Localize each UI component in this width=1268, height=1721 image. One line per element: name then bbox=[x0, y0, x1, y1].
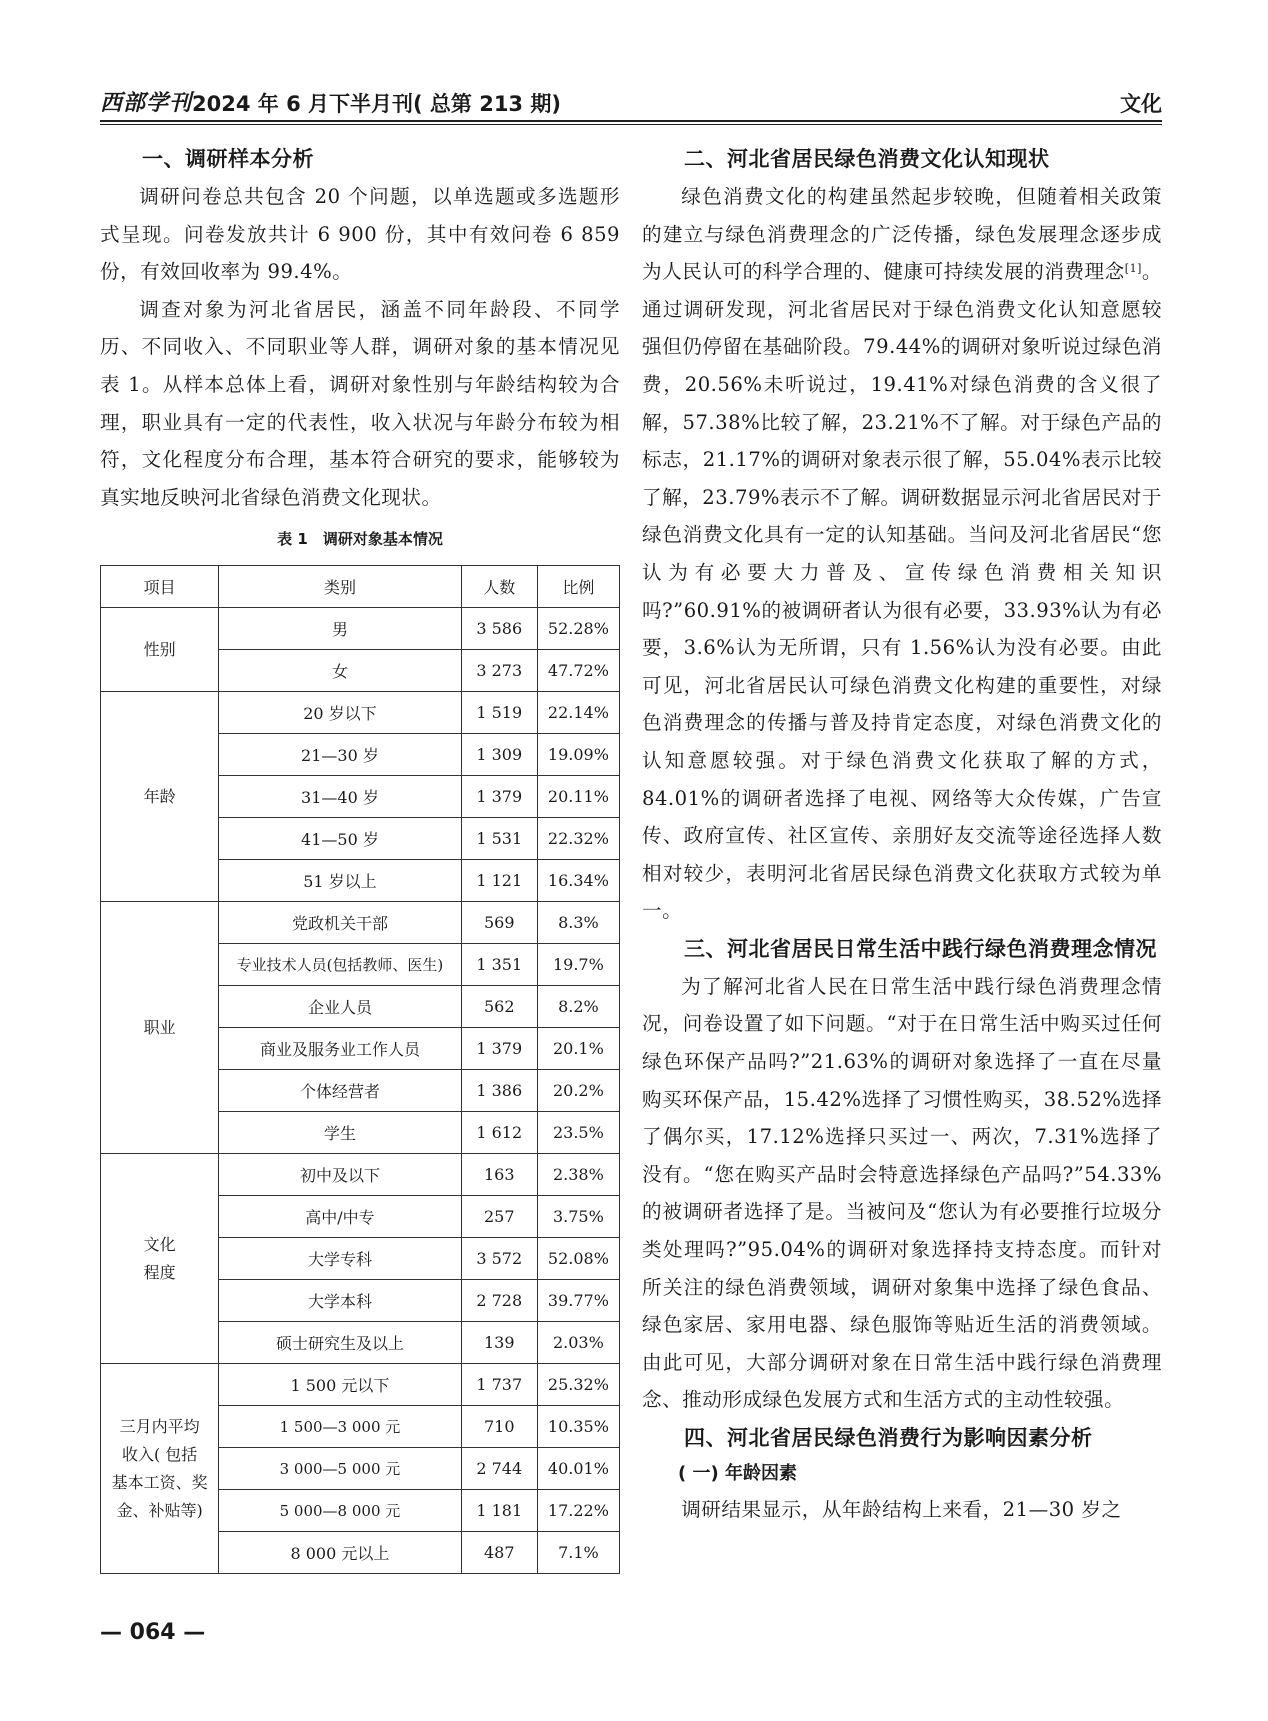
respondent-table bbox=[100, 565, 620, 1574]
table-count-cell: 163 bbox=[461, 1154, 537, 1196]
paragraph-3-text-a: 绿色消费文化的构建虽然起步较晚，但随着相关政策的建立与绿色消费理念的广泛传播，绿色发展理念逐步成为人民认可的科学合理的、健康可持续发展的消费理念 bbox=[642, 185, 1162, 284]
table-count-cell: 1 379 bbox=[461, 776, 537, 818]
table-count-cell: 1 612 bbox=[461, 1112, 537, 1154]
table-category-cell: 1 500 元以下 bbox=[219, 1364, 461, 1406]
table-percent-cell: 25.32% bbox=[537, 1364, 619, 1406]
table-category-cell: 21—30 岁 bbox=[219, 734, 461, 776]
table-group-label: 年龄 bbox=[101, 692, 219, 902]
table-category-cell: 1 500—3 000 元 bbox=[219, 1406, 461, 1448]
issue-info: 2024 年 6 月下半月刊( 总第 213 期) bbox=[192, 92, 561, 116]
table-header-row bbox=[101, 566, 620, 608]
section-heading-4: 四、河北省居民绿色消费行为影响因素分析 bbox=[684, 1426, 1093, 1450]
table-count-cell: 1 309 bbox=[461, 734, 537, 776]
table-header-cell: 类别 bbox=[219, 566, 461, 608]
table-percent-cell: 47.72% bbox=[537, 650, 619, 692]
table-percent-cell: 10.35% bbox=[537, 1406, 619, 1448]
table-header-cell: 项目 bbox=[101, 566, 219, 608]
table-percent-cell: 2.03% bbox=[537, 1322, 619, 1364]
table-count-cell: 1 386 bbox=[461, 1070, 537, 1112]
page-number: — 064 — bbox=[100, 1620, 206, 1645]
table-count-cell: 2 744 bbox=[461, 1448, 537, 1490]
table-percent-cell: 2.38% bbox=[537, 1154, 619, 1196]
table-header-cell: 人数 bbox=[461, 566, 537, 608]
table-percent-cell: 17.22% bbox=[537, 1490, 619, 1532]
table-count-cell: 2 728 bbox=[461, 1280, 537, 1322]
table-category-cell: 8 000 元以上 bbox=[219, 1532, 461, 1574]
table-count-cell: 3 586 bbox=[461, 608, 537, 650]
table-category-cell: 41—50 岁 bbox=[219, 818, 461, 860]
citation-ref: [1] bbox=[1124, 262, 1142, 276]
table-count-cell: 1 181 bbox=[461, 1490, 537, 1532]
table-percent-cell: 39.77% bbox=[537, 1280, 619, 1322]
table-count-cell: 257 bbox=[461, 1196, 537, 1238]
table-count-cell: 139 bbox=[461, 1322, 537, 1364]
table-category-cell: 学生 bbox=[219, 1112, 461, 1154]
table-category-cell: 专业技术人员(包括教师、医生) bbox=[219, 944, 461, 986]
table-percent-cell: 19.09% bbox=[537, 734, 619, 776]
table-category-cell: 大学专科 bbox=[219, 1238, 461, 1280]
table-percent-cell: 52.28% bbox=[537, 608, 619, 650]
table-percent-cell: 20.1% bbox=[537, 1028, 619, 1070]
table-group-label: 文化 程度 bbox=[101, 1154, 219, 1364]
left-column bbox=[100, 140, 620, 1574]
table-row bbox=[101, 692, 620, 734]
table-group-label: 职业 bbox=[101, 902, 219, 1154]
table-row bbox=[101, 1154, 620, 1196]
table-percent-cell: 19.7% bbox=[537, 944, 619, 986]
table-category-cell: 31—40 岁 bbox=[219, 776, 461, 818]
paragraph-3-text-b: 。通过调研发现，河北省居民对于绿色消费文化认知意愿较强但仍停留在基础阶段。79.44%的调研对象听说过绿色消费，20.56%未听说过，19.41%对绿色消费的含义很了解，57.38%比较了解，23.21%不了解。对于绿色产品的标志，21.17%的调研对象表示很了解，55.04%表示比较了解，23.79%表示不了解。调研数据显示河北省居民对于绿色消费文化具有一定的认知基础。当问及河北省居民“您认为有必要大力普及、宣传绿色消费相关知识吗?”60.91%的被调研者认为很有必要，33.93%认为有必要，3.6%认为无所谓，只有 1.56%认为没有必要。由此可见，河北省居民认可绿色消费文化构建的重要性，对绿色消费理念的传播与普及持肯定态度，对绿色消费文化的认知意愿较强。对于绿色消费文化获取了解的方式，84.01%的调研者选择了电视、网络等大众传媒，广告宣传、政府宣传、社区宣传、亲朋好友交流等途径选择人数相对较少，表明河北省居民绿色消费文化获取方式较为单一。 bbox=[642, 260, 1163, 923]
table-row bbox=[101, 608, 620, 650]
table-percent-cell: 7.1% bbox=[537, 1532, 619, 1574]
table-percent-cell: 8.3% bbox=[537, 902, 619, 944]
header-rule bbox=[100, 120, 1162, 122]
table-category-cell: 20 岁以下 bbox=[219, 692, 461, 734]
table-count-cell: 3 273 bbox=[461, 650, 537, 692]
section-heading-1: 一、调研样本分析 bbox=[142, 147, 314, 171]
table-category-cell: 5 000—8 000 元 bbox=[219, 1490, 461, 1532]
table-count-cell: 1 531 bbox=[461, 818, 537, 860]
table-category-cell: 女 bbox=[219, 650, 461, 692]
journal-logo: 西部学刊 bbox=[100, 90, 193, 116]
table-count-cell: 1 379 bbox=[461, 1028, 537, 1070]
table-category-cell: 硕士研究生及以上 bbox=[219, 1322, 461, 1364]
table-percent-cell: 22.14% bbox=[537, 692, 619, 734]
table-count-cell: 562 bbox=[461, 986, 537, 1028]
table-percent-cell: 52.08% bbox=[537, 1238, 619, 1280]
table-percent-cell: 40.01% bbox=[537, 1448, 619, 1490]
table-group-label: 三月内平均 收入( 包括 基本工资、奖 金、补贴等) bbox=[101, 1364, 219, 1574]
table-group-label: 性别 bbox=[101, 608, 219, 692]
table-count-cell: 3 572 bbox=[461, 1238, 537, 1280]
table-count-cell: 1 121 bbox=[461, 860, 537, 902]
table-percent-cell: 8.2% bbox=[537, 986, 619, 1028]
table-count-cell: 487 bbox=[461, 1532, 537, 1574]
table-category-cell: 高中/中专 bbox=[219, 1196, 461, 1238]
table-category-cell: 男 bbox=[219, 608, 461, 650]
table-category-cell: 个体经营者 bbox=[219, 1070, 461, 1112]
table-category-cell: 大学本科 bbox=[219, 1280, 461, 1322]
section-heading-3: 三、河北省居民日常生活中践行绿色消费理念情况 bbox=[684, 936, 1157, 961]
subsection-heading: ( 一) 年龄因素 bbox=[678, 1463, 797, 1484]
table-percent-cell: 20.2% bbox=[537, 1070, 619, 1112]
table-percent-cell: 20.11% bbox=[537, 776, 619, 818]
table-count-cell: 710 bbox=[461, 1406, 537, 1448]
paragraph-1: 调研问卷总共包含 20 个问题，以单选题或多选题形式呈现。问卷发放共计 6 900 份，其中有效问卷 6 859 份，有效回收率为 99.4%。 bbox=[100, 185, 620, 284]
table-percent-cell: 22.32% bbox=[537, 818, 619, 860]
table-percent-cell: 16.34% bbox=[537, 860, 619, 902]
table-percent-cell: 23.5% bbox=[537, 1112, 619, 1154]
table-count-cell: 1 737 bbox=[461, 1364, 537, 1406]
table-row bbox=[101, 1364, 620, 1406]
table-count-cell: 1 351 bbox=[461, 944, 537, 986]
table-header-cell: 比例 bbox=[537, 566, 619, 608]
section-heading-2: 二、河北省居民绿色消费文化认知现状 bbox=[684, 147, 1050, 171]
table-percent-cell: 3.75% bbox=[537, 1196, 619, 1238]
running-header bbox=[100, 86, 1162, 120]
table-caption: 表 1 调研对象基本情况 bbox=[277, 530, 443, 549]
paragraph-3 bbox=[642, 178, 1162, 930]
table-count-cell: 569 bbox=[461, 902, 537, 944]
section-name: 文化 bbox=[1120, 92, 1162, 116]
table-category-cell: 企业人员 bbox=[219, 986, 461, 1028]
table-body bbox=[101, 608, 620, 1574]
table-row bbox=[101, 902, 620, 944]
table-category-cell: 初中及以下 bbox=[219, 1154, 461, 1196]
right-column bbox=[642, 140, 1162, 1529]
table-category-cell: 51 岁以上 bbox=[219, 860, 461, 902]
table-category-cell: 3 000—5 000 元 bbox=[219, 1448, 461, 1490]
header-rule-thin bbox=[100, 124, 1162, 125]
table-count-cell: 1 519 bbox=[461, 692, 537, 734]
table-category-cell: 党政机关干部 bbox=[219, 902, 461, 944]
paragraph-2: 调查对象为河北省居民，涵盖不同年龄段、不同学历、不同收入、不同职业等人群，调研对象的基本情况见表 1。从样本总体上看，调研对象性别与年龄结构较为合理，职业具有一定的代表性，收入状况与年龄分布较为相符，文化程度分布合理，基本符合研究的要求，能够较为真实地反映河北省绿色消费文化现状。 bbox=[100, 297, 620, 509]
table-category-cell: 商业及服务业工作人员 bbox=[219, 1028, 461, 1070]
paragraph-5: 调研结果显示，从年龄结构上来看，21—30 岁之 bbox=[681, 1498, 1122, 1521]
paragraph-4: 为了解河北省人民在日常生活中践行绿色消费理念情况，问卷设置了如下问题。“对于在日常生活中购买过任何绿色环保产品吗?”21.63%的调研对象选择了一直在尽量购买环保产品，15.42%选择了习惯性购买，38.52%选择了偶尔买，17.12%选择只买过一、两次，7.31%选择了没有。“您在购买产品时会特意选择绿色产品吗?”54.33%的被调研者选择了是。当被问及“您认为有必要推行垃圾分类处理吗?”95.04%的调研对象选择持支持态度。而针对所关注的绿色消费领域，调研对象集中选择了绿色食品、绿色家居、家用电器、绿色服饰等贴近生活的消费领域。由此可见，大部分调研对象在日常生活中践行绿色消费理念、推动形成绿色发展方式和生活方式的主动性较强。 bbox=[642, 974, 1162, 1412]
